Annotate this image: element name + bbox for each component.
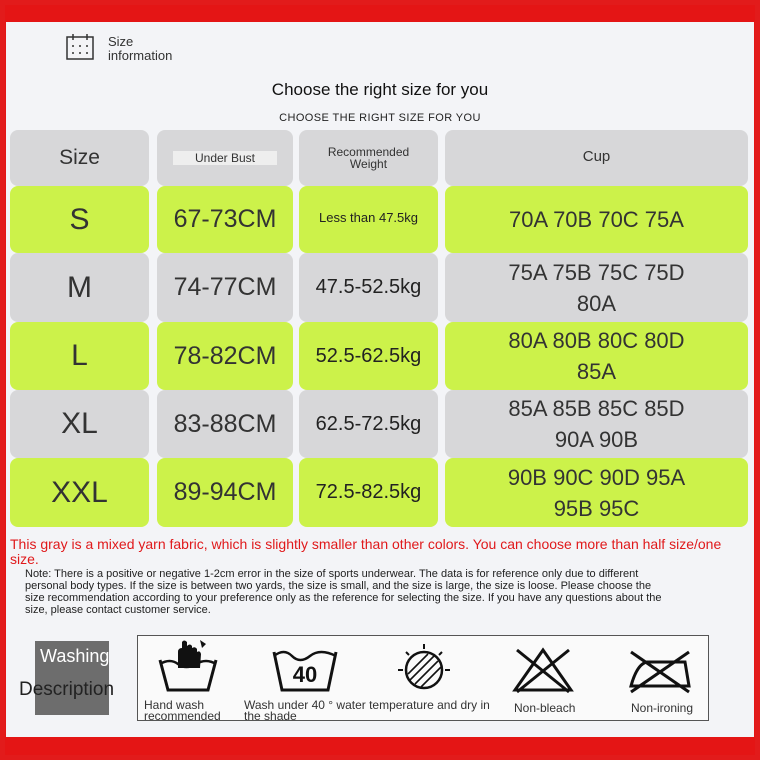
- header-under-bust: [157, 130, 293, 186]
- shade-dry-icon: [396, 640, 452, 696]
- header-weight-label-1: Recommended: [327, 145, 410, 159]
- cup-value: 80A 80B 80C 80D: [508, 328, 685, 353]
- weight-value: Less than 47.5kg: [318, 210, 419, 225]
- row-xl-weight: [299, 390, 438, 458]
- description-title: Description: [19, 679, 115, 700]
- header-cup-label: Cup: [582, 148, 611, 165]
- under-bust-value: 67-73CM: [173, 205, 277, 233]
- row-m-bust: [157, 253, 293, 322]
- row-xl-bust: [157, 390, 293, 458]
- row-m-weight: [299, 253, 438, 322]
- size-value: L: [71, 339, 88, 372]
- weight-value: 47.5-52.5kg: [315, 276, 422, 298]
- under-bust-value: 83-88CM: [173, 409, 277, 438]
- under-bust-value: 78-82CM: [173, 341, 277, 370]
- header-under-bust-label: Under Bust: [173, 151, 277, 165]
- weight-value: 62.5-72.5kg: [315, 412, 422, 435]
- size-chart-panel: [6, 22, 754, 737]
- row-m-size: [10, 253, 149, 322]
- row-l-bust: [157, 322, 293, 390]
- non-bleach-icon: [511, 646, 575, 694]
- page-subtitle: CHOOSE THE RIGHT SIZE FOR YOU: [279, 112, 481, 124]
- cup-value: 90A 90B: [554, 427, 639, 452]
- weight-value: 52.5-62.5kg: [315, 344, 422, 367]
- non-bleach-label: Non-bleach: [514, 701, 576, 715]
- hand-wash-label: Hand wash recommended: [144, 698, 221, 723]
- row-s-cup: [445, 186, 748, 253]
- row-s-size: [10, 186, 149, 253]
- calendar-grid-icon: [66, 34, 94, 60]
- cup-value: 85A 85B 85C 85D: [508, 396, 685, 421]
- size-value: XL: [61, 407, 98, 440]
- size-error-note: Note: There is a positive or negative 1-2cm error in the size of sports underwear. The data is for reference only due to different personal body types. If the size is between two yards, the size is small, and the size is large, the size is loose. Please choose the size recommendation according to your preference only as the reference for selecting the size. If you have any questions about the size, please contact customer service.: [25, 568, 662, 616]
- cup-value: 95B 95C: [553, 495, 640, 521]
- row-l-weight: [299, 322, 438, 390]
- row-xxl-weight: [299, 458, 438, 527]
- fabric-notice: This gray is a mixed yarn fabric, which is slightly smaller than other colors. You can choose more than half size/one size.: [10, 536, 722, 567]
- row-s-bust: [157, 186, 293, 253]
- header-weight-label-2: Weight: [349, 157, 388, 171]
- row-l-size: [10, 322, 149, 390]
- page-title: Choose the right size for you: [271, 80, 489, 99]
- row-m-cup: [445, 253, 748, 322]
- row-xl-size: [10, 390, 149, 458]
- cup-value: 70A 70B 70C 75A: [509, 207, 684, 232]
- wash-40-label: Wash under 40 ° water temperature and dry in the shade: [244, 698, 490, 723]
- hand-wash-icon: [156, 638, 220, 694]
- row-xl-cup: [445, 390, 748, 458]
- non-ironing-icon: [627, 648, 693, 694]
- row-l-cup: [445, 322, 748, 390]
- size-value: M: [67, 270, 92, 304]
- header-size: [10, 130, 149, 186]
- size-value: XXL: [51, 475, 108, 509]
- row-xxl-size: [10, 458, 149, 527]
- size-value: S: [69, 202, 90, 236]
- wash-40-icon: [270, 642, 340, 694]
- non-ironing-label: Non-ironing: [631, 701, 694, 715]
- wash-temp-text: 40: [292, 662, 318, 687]
- washing-title: Washing: [40, 646, 110, 666]
- cup-value: 90B 90C 90D 95A: [507, 464, 686, 490]
- section-label: Size information: [108, 34, 173, 63]
- cup-value: 85A: [576, 359, 617, 384]
- care-instructions: [137, 635, 709, 721]
- washing-badge: [19, 641, 115, 715]
- row-s-weight: [299, 186, 438, 253]
- under-bust-value: 89-94CM: [173, 478, 277, 506]
- row-xxl-cup: [445, 458, 748, 527]
- cup-value: 80A: [576, 290, 617, 316]
- header-cup: [445, 130, 748, 186]
- header-weight: [299, 130, 438, 186]
- weight-value: 72.5-82.5kg: [315, 481, 422, 503]
- row-xxl-bust: [157, 458, 293, 527]
- cup-value: 75A 75B 75C 75D: [508, 259, 685, 285]
- under-bust-value: 74-77CM: [173, 273, 277, 301]
- header-size-label: Size: [59, 146, 100, 169]
